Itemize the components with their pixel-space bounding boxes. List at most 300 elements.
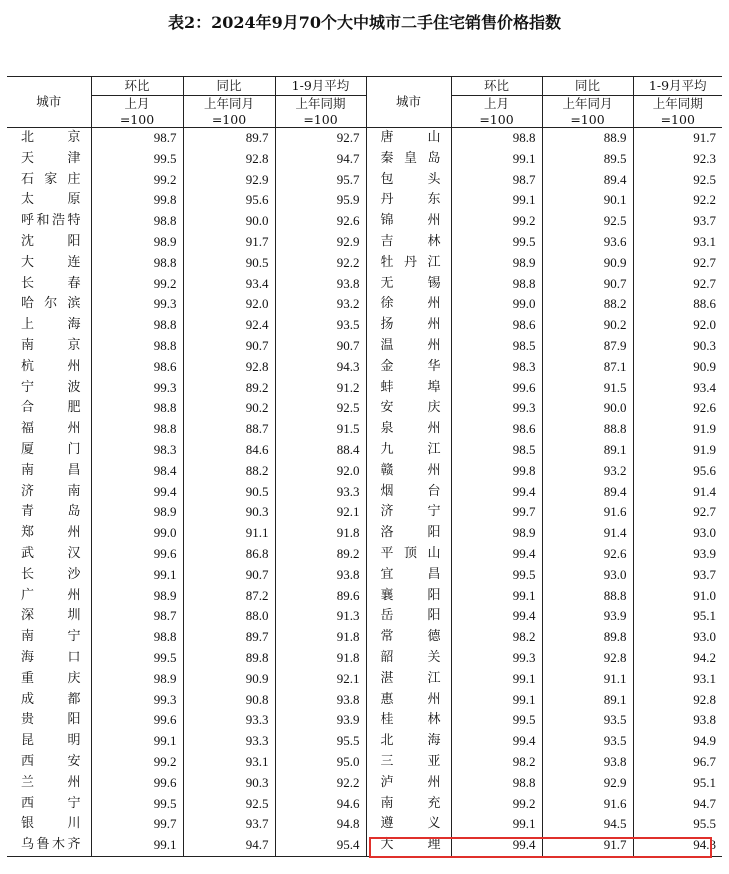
table-row [7, 357, 722, 378]
city-name: 唐 山 [366, 128, 451, 149]
table-row [7, 149, 722, 170]
table-row [7, 211, 722, 232]
city-name: 深 圳 [7, 606, 91, 627]
yoy-value: 92.8 [183, 149, 275, 170]
yoy-value: 88.2 [542, 294, 633, 315]
ytd-value: 91.0 [693, 587, 716, 603]
yoy-value: 90.5 [183, 253, 275, 274]
ytd-value: 93.9 [693, 545, 716, 561]
table-row [7, 544, 722, 565]
yoy-value: 90.7 [183, 336, 275, 357]
ytd-value: 92.6 [693, 400, 716, 416]
header-eq100: =100 [451, 112, 542, 128]
mom-value: 99.5 [451, 710, 542, 731]
table-row [7, 752, 722, 773]
yoy-value: 92.8 [183, 357, 275, 378]
ytd-value: 88.4 [275, 440, 366, 461]
mom-value: 98.8 [451, 128, 542, 149]
ytd-value: 91.9 [693, 421, 716, 437]
ytd-value: 90.7 [275, 336, 366, 357]
yoy-value: 93.5 [542, 710, 633, 731]
mom-value: 99.5 [451, 232, 542, 253]
city-name: 包 头 [366, 170, 451, 191]
ytd-value: 93.0 [693, 629, 716, 645]
city-name: 南 充 [366, 794, 451, 815]
yoy-value: 92.5 [183, 794, 275, 815]
city-name: 温 州 [366, 336, 451, 357]
yoy-value: 90.7 [183, 565, 275, 586]
yoy-value: 93.1 [183, 752, 275, 773]
mom-value: 99.1 [451, 190, 542, 211]
header-eq100: =100 [275, 112, 366, 128]
mom-value: 98.8 [91, 315, 183, 336]
city-name: 赣 州 [366, 461, 451, 482]
mom-value: 99.3 [451, 398, 542, 419]
ytd-value: 91.8 [275, 648, 366, 669]
ytd-value: 94.7 [693, 795, 716, 811]
mom-value: 99.4 [451, 544, 542, 565]
yoy-value: 88.0 [183, 606, 275, 627]
ytd-value: 95.5 [275, 731, 366, 752]
city-name: 太 原 [7, 190, 91, 211]
yoy-value: 90.2 [542, 315, 633, 336]
mom-value: 99.1 [451, 586, 542, 607]
table-row [7, 170, 722, 191]
city-name: 三 亚 [366, 752, 451, 773]
yoy-value: 93.9 [542, 606, 633, 627]
mom-value: 99.5 [451, 565, 542, 586]
ytd-value: 92.1 [275, 669, 366, 690]
table-row [7, 731, 722, 752]
ytd-value: 92.8 [693, 691, 716, 707]
mom-value: 98.9 [91, 586, 183, 607]
city-name: 石家庄 [7, 170, 91, 191]
city-name: 无 锡 [366, 274, 451, 295]
ytd-value: 95.1 [693, 608, 716, 624]
mom-value: 99.1 [451, 669, 542, 690]
mom-value: 99.2 [91, 752, 183, 773]
ytd-value: 93.9 [275, 710, 366, 731]
city-name: 银 川 [7, 814, 91, 835]
yoy-value: 88.8 [542, 419, 633, 440]
yoy-value: 92.4 [183, 315, 275, 336]
mom-value: 98.9 [91, 502, 183, 523]
yoy-value: 93.3 [183, 731, 275, 752]
yoy-value: 92.8 [542, 648, 633, 669]
mom-value: 99.8 [91, 190, 183, 211]
yoy-value: 93.4 [183, 274, 275, 295]
yoy-value: 93.2 [542, 461, 633, 482]
city-name: 遵 义 [366, 814, 451, 835]
yoy-value: 89.4 [542, 482, 633, 503]
ytd-value: 91.4 [693, 483, 716, 499]
ytd-value: 94.7 [275, 149, 366, 170]
table-row [7, 502, 722, 523]
ytd-value: 91.3 [275, 606, 366, 627]
mom-value: 99.1 [451, 149, 542, 170]
ytd-value: 92.7 [693, 275, 716, 291]
city-name: 泸 州 [366, 773, 451, 794]
mom-value: 99.6 [91, 544, 183, 565]
ytd-value: 92.0 [693, 317, 716, 333]
mom-value: 99.3 [91, 690, 183, 711]
ytd-value: 94.3 [633, 835, 722, 856]
city-name: 秦皇岛 [366, 149, 451, 170]
ytd-value: 89.6 [275, 586, 366, 607]
yoy-value: 90.9 [183, 669, 275, 690]
yoy-value: 89.8 [183, 648, 275, 669]
table-row [7, 523, 722, 544]
city-name: 长 春 [7, 274, 91, 295]
mom-value: 98.8 [91, 336, 183, 357]
city-name: 兰 州 [7, 773, 91, 794]
yoy-value: 87.2 [183, 586, 275, 607]
city-name: 青 岛 [7, 502, 91, 523]
header-yoy-left: 同比 [183, 77, 275, 96]
ytd-value: 95.5 [693, 816, 716, 832]
city-name: 徐 州 [366, 294, 451, 315]
mom-value: 99.8 [451, 461, 542, 482]
ytd-value: 90.3 [693, 337, 716, 353]
city-name: 广 州 [7, 586, 91, 607]
yoy-value: 92.9 [183, 170, 275, 191]
yoy-value: 89.7 [183, 128, 275, 149]
city-name: 西 安 [7, 752, 91, 773]
city-name: 惠 州 [366, 690, 451, 711]
yoy-value: 90.3 [183, 773, 275, 794]
mom-value: 99.3 [91, 378, 183, 399]
ytd-value: 91.2 [275, 378, 366, 399]
yoy-value: 89.4 [542, 170, 633, 191]
mom-value: 99.5 [91, 648, 183, 669]
table-row [7, 794, 722, 815]
mom-value: 99.2 [451, 211, 542, 232]
ytd-value: 95.9 [275, 190, 366, 211]
yoy-value: 89.1 [542, 690, 633, 711]
city-name: 平顶山 [366, 544, 451, 565]
mom-value: 99.4 [451, 835, 542, 856]
mom-value: 99.3 [91, 294, 183, 315]
table-row [7, 710, 722, 731]
header-eq100: =100 [183, 112, 275, 128]
table-title: 表2：2024年9月70个大中城市二手住宅销售价格指数 [167, 13, 562, 32]
yoy-value: 90.2 [183, 398, 275, 419]
city-name: 贵 阳 [7, 710, 91, 731]
header-city-right: 城市 [366, 77, 451, 128]
mom-value: 99.2 [451, 794, 542, 815]
header-mom-right: 环比 [451, 77, 542, 96]
city-name: 扬 州 [366, 315, 451, 336]
ytd-value: 94.3 [275, 357, 366, 378]
yoy-value: 88.9 [542, 128, 633, 149]
header-ytd-base-left: 上年同期 [275, 96, 366, 113]
yoy-value: 91.5 [542, 378, 633, 399]
ytd-value: 90.9 [693, 358, 716, 374]
mom-value: 98.3 [451, 357, 542, 378]
yoy-value: 93.5 [542, 731, 633, 752]
yoy-value: 88.8 [542, 586, 633, 607]
header-ytd-left: 1-9月平均 [275, 77, 366, 96]
city-name: 南 昌 [7, 461, 91, 482]
header-row-1 [7, 77, 722, 96]
yoy-value: 90.5 [183, 482, 275, 503]
yoy-value: 89.7 [183, 627, 275, 648]
yoy-value: 86.8 [183, 544, 275, 565]
city-name: 西 宁 [7, 794, 91, 815]
city-name: 吉 林 [366, 232, 451, 253]
ytd-value: 92.7 [693, 254, 716, 270]
ytd-value: 95.0 [275, 752, 366, 773]
mom-value: 98.4 [91, 461, 183, 482]
mom-value: 98.8 [91, 211, 183, 232]
table-row [7, 294, 722, 315]
yoy-value: 93.3 [183, 710, 275, 731]
ytd-value: 92.5 [275, 398, 366, 419]
city-name: 大 连 [7, 253, 91, 274]
mom-value: 99.4 [451, 482, 542, 503]
table-row [7, 835, 722, 856]
ytd-value: 94.2 [693, 649, 716, 665]
mom-value: 99.5 [91, 794, 183, 815]
city-name: 武 汉 [7, 544, 91, 565]
mom-value: 98.8 [451, 773, 542, 794]
city-name: 成 都 [7, 690, 91, 711]
table-body [7, 128, 722, 857]
city-name: 宁 波 [7, 378, 91, 399]
ytd-value: 93.7 [693, 213, 716, 229]
mom-value: 99.1 [451, 814, 542, 835]
ytd-value: 94.6 [275, 794, 366, 815]
city-name: 南 京 [7, 336, 91, 357]
city-name: 洛 阳 [366, 523, 451, 544]
mom-value: 99.1 [91, 731, 183, 752]
yoy-value: 91.1 [542, 669, 633, 690]
ytd-value: 91.8 [275, 627, 366, 648]
mom-value: 99.7 [91, 814, 183, 835]
table-row [7, 315, 722, 336]
mom-value: 99.6 [91, 773, 183, 794]
yoy-value: 88.7 [183, 419, 275, 440]
mom-value: 98.7 [451, 170, 542, 191]
ytd-value: 94.8 [275, 814, 366, 835]
yoy-value: 93.8 [542, 752, 633, 773]
ytd-value: 94.9 [693, 733, 716, 749]
city-name: 宜 昌 [366, 565, 451, 586]
mom-value: 99.3 [451, 648, 542, 669]
header-city-left: 城市 [7, 77, 91, 128]
yoy-value: 89.5 [542, 149, 633, 170]
city-name: 厦 门 [7, 440, 91, 461]
ytd-value: 92.2 [275, 773, 366, 794]
price-index-table [7, 76, 722, 857]
yoy-value: 92.0 [183, 294, 275, 315]
ytd-value: 92.2 [693, 192, 716, 208]
mom-value: 98.8 [91, 627, 183, 648]
city-name: 岳 阳 [366, 606, 451, 627]
yoy-value: 89.8 [542, 627, 633, 648]
header-eq100: =100 [633, 112, 722, 128]
city-name: 长 沙 [7, 565, 91, 586]
header-mom-base-left: 上月 [91, 96, 183, 113]
ytd-value: 92.7 [693, 504, 716, 520]
table-row [7, 773, 722, 794]
mom-value: 99.1 [451, 690, 542, 711]
city-name: 合 肥 [7, 398, 91, 419]
table-row [7, 669, 722, 690]
ytd-value: 95.7 [275, 170, 366, 191]
city-name: 昆 明 [7, 731, 91, 752]
ytd-value: 92.2 [275, 253, 366, 274]
city-name: 丹 东 [366, 190, 451, 211]
ytd-value: 91.5 [275, 419, 366, 440]
city-name: 烟 台 [366, 482, 451, 503]
city-name: 北 京 [7, 128, 91, 149]
table-row [7, 274, 722, 295]
city-name: 韶 关 [366, 648, 451, 669]
city-name: 泉 州 [366, 419, 451, 440]
city-name: 沈 阳 [7, 232, 91, 253]
yoy-value: 92.5 [542, 211, 633, 232]
mom-value: 99.0 [91, 523, 183, 544]
mom-value: 99.2 [91, 170, 183, 191]
yoy-value: 93.0 [542, 565, 633, 586]
yoy-value: 91.1 [183, 523, 275, 544]
header-yoy-right: 同比 [542, 77, 633, 96]
mom-value: 99.0 [451, 294, 542, 315]
yoy-value: 89.2 [183, 378, 275, 399]
ytd-value: 93.8 [275, 565, 366, 586]
yoy-value: 91.6 [542, 502, 633, 523]
city-name: 桂 林 [366, 710, 451, 731]
yoy-value: 89.1 [542, 440, 633, 461]
mom-value: 98.8 [91, 253, 183, 274]
city-name: 杭 州 [7, 357, 91, 378]
mom-value: 98.9 [91, 232, 183, 253]
ytd-value: 92.3 [693, 150, 716, 166]
table-row [7, 586, 722, 607]
table-row [7, 398, 722, 419]
mom-value: 98.6 [451, 419, 542, 440]
city-name: 襄 阳 [366, 586, 451, 607]
table-row [7, 627, 722, 648]
header-row-2 [7, 96, 722, 113]
city-name: 蚌 埠 [366, 378, 451, 399]
yoy-value: 92.6 [542, 544, 633, 565]
mom-value: 98.2 [451, 627, 542, 648]
ytd-value: 93.3 [275, 482, 366, 503]
city-name: 天 津 [7, 149, 91, 170]
yoy-value: 94.7 [183, 835, 275, 856]
ytd-value: 93.2 [275, 294, 366, 315]
city-name: 济 宁 [366, 502, 451, 523]
ytd-value: 92.5 [693, 171, 716, 187]
table-row [7, 482, 722, 503]
city-name: 呼和浩特 [7, 211, 91, 232]
ytd-value: 93.5 [275, 315, 366, 336]
yoy-value: 92.9 [542, 773, 633, 794]
city-name: 南 宁 [7, 627, 91, 648]
mom-value: 98.9 [451, 523, 542, 544]
table-row [7, 440, 722, 461]
mom-value: 99.4 [451, 731, 542, 752]
table-row [7, 128, 722, 149]
city-name: 牡丹江 [366, 253, 451, 274]
city-name: 锦 州 [366, 211, 451, 232]
yoy-value: 90.3 [183, 502, 275, 523]
mom-value: 98.6 [91, 357, 183, 378]
table-row [7, 814, 722, 835]
yoy-value: 90.7 [542, 274, 633, 295]
ytd-value: 91.8 [275, 523, 366, 544]
city-name: 安 庆 [366, 398, 451, 419]
mom-value: 98.8 [91, 398, 183, 419]
header-row-3 [7, 112, 722, 128]
city-name: 湛 江 [366, 669, 451, 690]
mom-value: 99.6 [91, 710, 183, 731]
table-row [7, 461, 722, 482]
yoy-value: 94.5 [542, 814, 633, 835]
city-name: 海 口 [7, 648, 91, 669]
city-name: 乌鲁木齐 [7, 835, 91, 856]
mom-value: 98.5 [451, 440, 542, 461]
ytd-value: 89.2 [275, 544, 366, 565]
header-mom-base-right: 上月 [451, 96, 542, 113]
mom-value: 98.7 [91, 128, 183, 149]
city-name: 重 庆 [7, 669, 91, 690]
header-eq100: =100 [91, 112, 183, 128]
mom-value: 98.9 [451, 253, 542, 274]
ytd-value: 93.1 [693, 233, 716, 249]
yoy-value: 90.9 [542, 253, 633, 274]
header-yoy-base-right: 上年同月 [542, 96, 633, 113]
city-name: 福 州 [7, 419, 91, 440]
yoy-value: 90.8 [183, 690, 275, 711]
ytd-value: 95.6 [693, 462, 716, 478]
yoy-value: 91.4 [542, 523, 633, 544]
table-row [7, 690, 722, 711]
ytd-value: 96.7 [693, 753, 716, 769]
yoy-value: 87.1 [542, 357, 633, 378]
table-row [7, 606, 722, 627]
table-row [7, 190, 722, 211]
mom-value: 98.2 [451, 752, 542, 773]
yoy-value: 95.6 [183, 190, 275, 211]
ytd-value: 92.6 [275, 211, 366, 232]
ytd-value: 91.9 [693, 441, 716, 457]
mom-value: 99.1 [91, 565, 183, 586]
header-ytd-right: 1-9月平均 [633, 77, 722, 96]
ytd-value: 93.7 [693, 566, 716, 582]
ytd-value: 95.1 [693, 774, 716, 790]
table-row [7, 253, 722, 274]
city-name: 济 南 [7, 482, 91, 503]
mom-value: 99.4 [91, 482, 183, 503]
mom-value: 99.4 [451, 606, 542, 627]
yoy-value: 93.6 [542, 232, 633, 253]
mom-value: 98.3 [91, 440, 183, 461]
yoy-value: 91.7 [183, 232, 275, 253]
ytd-value: 93.1 [693, 670, 716, 686]
mom-value: 98.7 [91, 606, 183, 627]
ytd-value: 92.1 [275, 502, 366, 523]
ytd-value: 93.8 [275, 274, 366, 295]
header-mom-left: 环比 [91, 77, 183, 96]
header-ytd-base-right: 上年同期 [652, 96, 703, 111]
table-row [7, 378, 722, 399]
yoy-value: 84.6 [183, 440, 275, 461]
mom-value: 98.5 [451, 336, 542, 357]
ytd-value: 88.6 [693, 296, 716, 312]
